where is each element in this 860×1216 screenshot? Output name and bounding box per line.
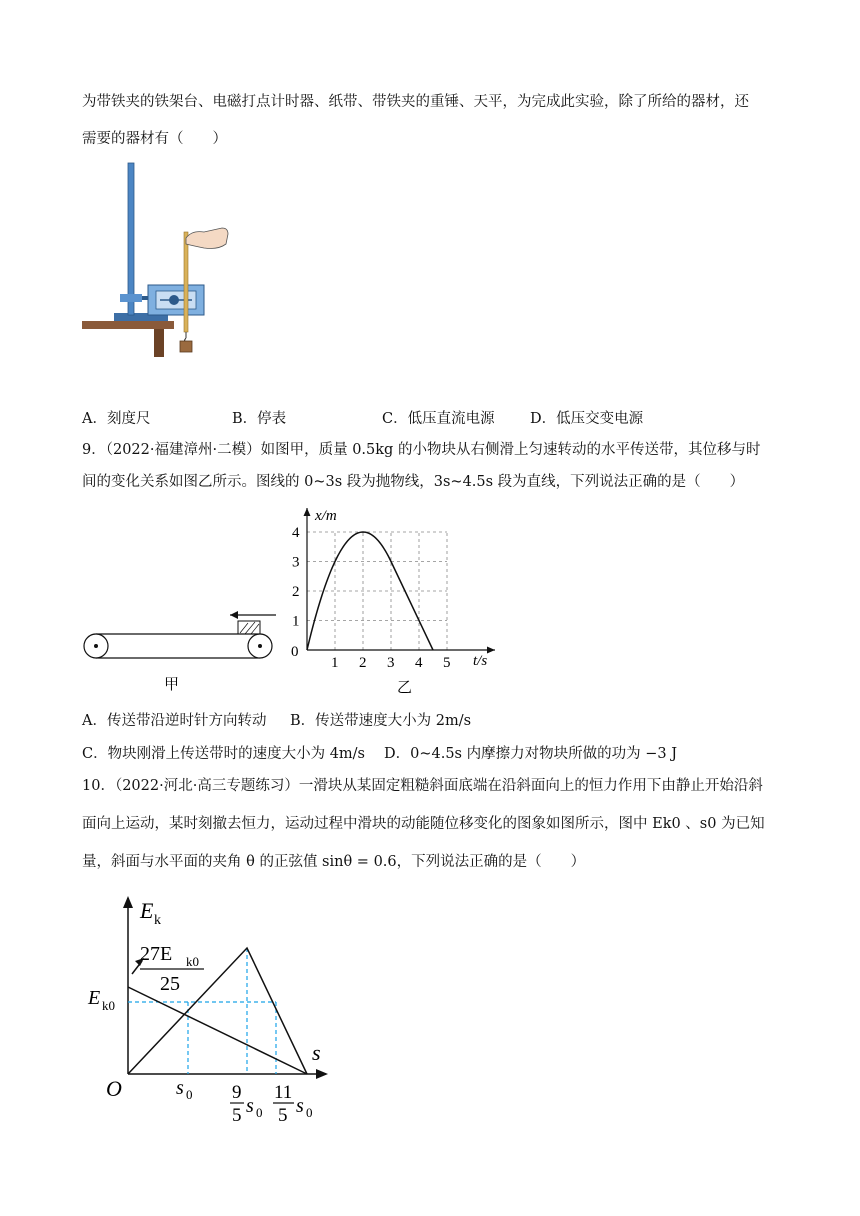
xt-ytick-label: 2	[292, 584, 300, 600]
ek-curve-line	[128, 987, 307, 1074]
ek-s-graph	[80, 890, 340, 1130]
q8-option-a: A．刻度尺	[82, 411, 151, 427]
peak-value-num: 27E	[140, 943, 173, 965]
xt-xtick-label: 3	[387, 655, 395, 671]
stand-rod	[128, 163, 134, 315]
ek-ylabel-sub: k	[154, 913, 161, 928]
xt-axes	[304, 508, 496, 654]
q8-option-d: D．低压交变电源	[530, 411, 644, 427]
label-yi: 乙	[397, 680, 413, 696]
xt-xtick-label: 4	[415, 655, 423, 671]
ek-ylabel: E	[140, 898, 154, 923]
tick-95-s-sub: 0	[256, 1105, 263, 1120]
peak-value-den: 25	[160, 973, 180, 995]
q9-option-b: B．传送带速度大小为 2m/s	[290, 713, 472, 729]
tick-s0: s	[176, 1077, 184, 1099]
apparatus-figure	[80, 160, 230, 360]
xt-ytick-label: 4	[292, 525, 300, 541]
q9-stem-line2: 间的变化关系如图乙所示。图线的 0~3s 段为抛物线，3s~4.5s 段为直线，下列说法正确的是（ ）	[82, 474, 745, 490]
paper-tape	[184, 232, 188, 332]
q8-option-b: B．停表	[232, 411, 287, 427]
xt-ylabel: x/m	[315, 508, 337, 524]
tick-95-den: 5	[232, 1105, 242, 1126]
block	[238, 621, 260, 634]
ek-xlabel: s	[312, 1040, 321, 1065]
ek-dashed-guides	[128, 948, 276, 1074]
q10-stem-line2: 面向上运动，某时刻撤去恒力，运动过程中滑块的动能随位移变化的图象如图所示，图中 Ek0 、s0 为已知	[82, 816, 765, 832]
xt-xtick-label: 5	[443, 655, 451, 671]
q9-stem-line1: 9．（2022·福建漳州·二模）如图甲，质量 0.5kg 的小物块从右侧滑上匀速转动的水平传送带，其位移与时	[82, 442, 761, 458]
q8-stem-line2: 需要的器材有（ ）	[82, 131, 227, 147]
xt-graph	[285, 500, 515, 700]
xt-origin: 0	[291, 644, 299, 660]
hand	[186, 228, 228, 249]
tick-115-den: 5	[278, 1105, 288, 1126]
ek0-label-sub: k0	[102, 998, 115, 1013]
ek-curve-rise-fall	[128, 948, 307, 1074]
xt-xtick-label: 2	[359, 655, 367, 671]
q8-stem-line1: 为带铁夹的铁架台、电磁打点计时器、纸带、带铁夹的重锤、天平，为完成此实验，除了所给的器材，还	[82, 94, 749, 110]
table-leg	[154, 329, 164, 357]
ek-origin: O	[106, 1076, 122, 1101]
q8-option-c: C．低压直流电源	[382, 411, 495, 427]
tick-s0-sub: 0	[186, 1087, 193, 1102]
xt-ytick-label: 1	[292, 613, 300, 630]
q10-stem-line3: 量，斜面与水平面的夹角 θ 的正弦值 sinθ = 0.6，下列说法正确的是（ ）	[82, 854, 586, 870]
q9-option-c: C．物块刚滑上传送带时的速度大小为 4m/s	[82, 746, 366, 762]
xt-ytick-label: 3	[292, 554, 300, 571]
tick-115-s: s	[296, 1095, 304, 1117]
tick-95-s: s	[246, 1095, 254, 1117]
xt-grid	[307, 532, 447, 650]
ek0-label: E	[88, 987, 101, 1009]
clamp	[120, 294, 142, 302]
tick-115-num: 11	[274, 1082, 293, 1103]
q9-option-d: D．0~4.5s 内摩擦力对物块所做的功为 −3 J	[384, 746, 678, 762]
weight	[180, 341, 192, 352]
tick-95-num: 9	[232, 1082, 242, 1103]
xt-xtick-label: 1	[331, 655, 339, 671]
table-top	[82, 321, 174, 329]
q9-option-a: A．传送带沿逆时针方向转动	[82, 713, 267, 729]
conveyor-figure	[80, 605, 280, 695]
q10-stem-line1: 10．（2022·河北·高三专题练习）一滑块从某固定粗糙斜面底端在沿斜面向上的恒力作用下由静止开始沿斜	[82, 778, 763, 794]
label-jia: 甲	[164, 677, 180, 693]
peak-value-num-sub: k0	[186, 954, 199, 969]
xt-xlabel: t/s	[473, 653, 488, 669]
tick-115-s-sub: 0	[306, 1105, 313, 1120]
